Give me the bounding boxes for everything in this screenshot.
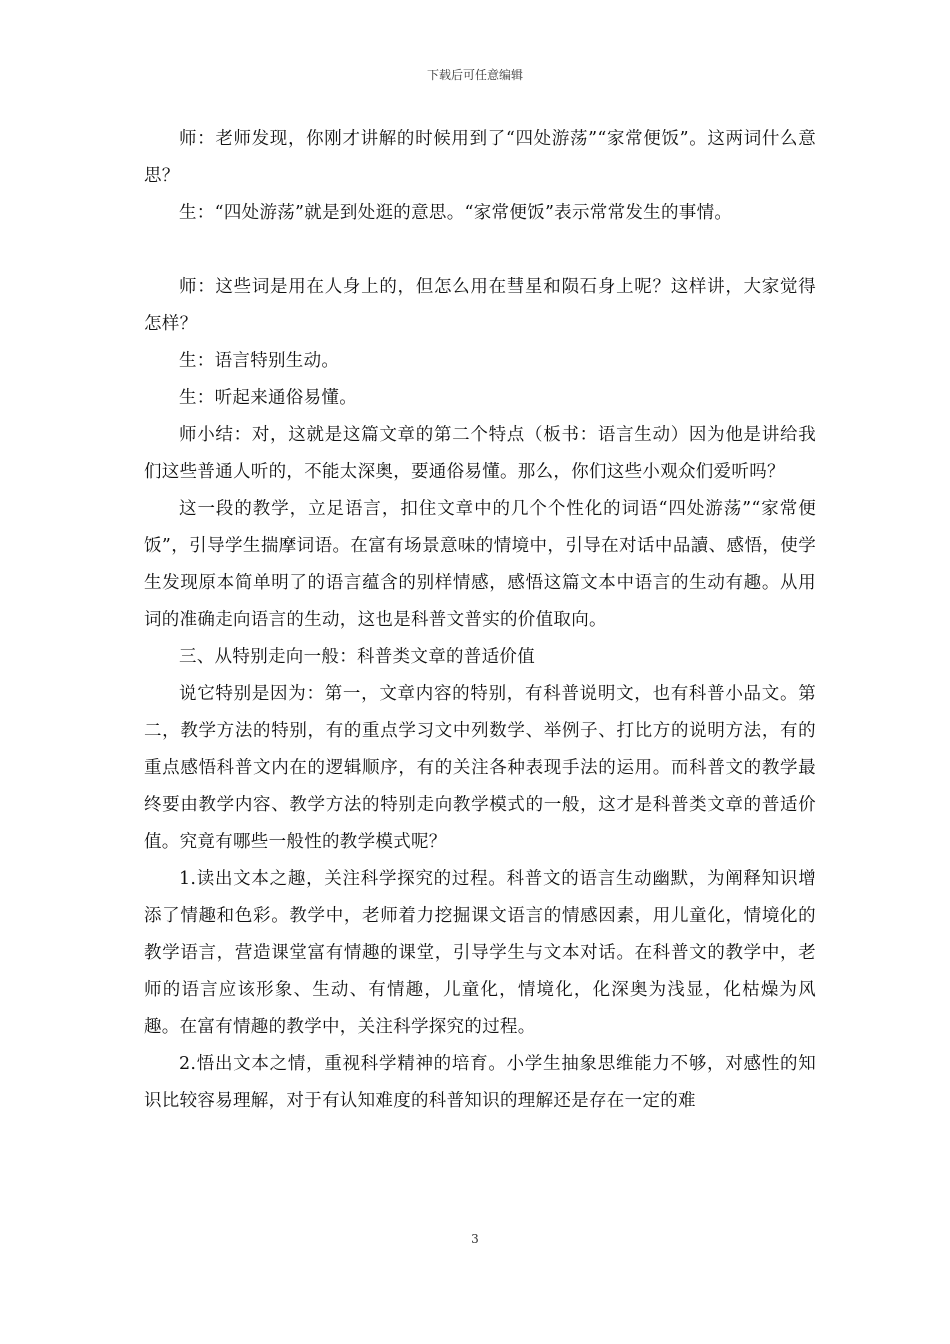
paragraph-teacher-summary: 师小结：对，这就是这篇文章的第二个特点（板书：语言生动）因为他是讲给我们这些普通人听的，不能太深奥，要通俗易懂。那么，你们这些小观众们爱听吗？ [144, 425, 816, 482]
paragraph-section-intro: 说它特别是因为：第一，文章内容的特别，有科普说明文，也有科普小品文。第二，教学方法的特别，有的重点学习文中列数学、举例子、打比方的说明方法，有的重点感悟科普文内在的逻辑顺序，有的关注各种表现手法的运用。而科普文的教学最终要由教学内容、教学方法的特别走向教学模式的一般，这才是科普类文章的普适价值。究竟有哪些一般性的教学模式呢？ [144, 684, 816, 852]
paragraph-point-1: 1.读出文本之趣，关注科学探究的过程。科普文的语言生动幽默，为阐释知识增添了情趣和色彩。教学中，老师着力挖掘课文语言的情感因素，用儿童化，情境化的教学语言，营造课堂富有情趣的课堂，引导学生与文本对话。在科普文的教学中，老师的语言应该形象、生动、有情趣，儿童化，情境化，化深奥为浅显，化枯燥为风趣。在富有情趣的教学中，关注科学探究的过程。 [144, 869, 816, 1037]
paragraph-student-answer-2: 生：语言特别生动。 [179, 351, 340, 371]
paragraph-teacher-question-1: 师：老师发现，你刚才讲解的时候用到了“四处游荡”“家常便饭”。这两词什么意思？ [144, 129, 816, 186]
paragraph-commentary: 这一段的教学，立足语言，扣住文章中的几个个性化的词语“四处游荡”“家常便饭”，引导学生揣摩词语。在富有场景意味的情境中，引导在对话中品讀、感悟，使学生发现原本简单明了的语言蕴含的别样情感，感悟这篇文本中语言的生动有趣。从用词的准确走向语言的生动，这也是科普文普实的价值取向。 [144, 499, 816, 630]
paragraph-student-answer-1: 生：“四处游荡”就是到处逛的意思。“家常便饭”表示常常发生的事情。 [179, 203, 733, 223]
document-body [144, 121, 816, 1120]
paragraph-student-answer-3: 生：听起来通俗易懂。 [179, 388, 357, 408]
page-number: 3 [471, 1232, 479, 1246]
paragraph-teacher-question-2: 师：这些词是用在人身上的，但怎么用在彗星和陨石身上呢？这样讲，大家觉得怎样？ [144, 277, 816, 334]
page-header: 下载后可任意编辑 [426, 68, 523, 82]
paragraph-point-2: 2.悟出文本之情，重视科学精神的培育。小学生抽象思维能力不够，对感性的知识比较容易理解，对于有认知难度的科普知识的理解还是存在一定的难 [144, 1054, 816, 1111]
paragraph-gap [144, 232, 816, 269]
section-heading-three: 三、从特别走向一般：科普类文章的普适价值 [179, 647, 535, 667]
